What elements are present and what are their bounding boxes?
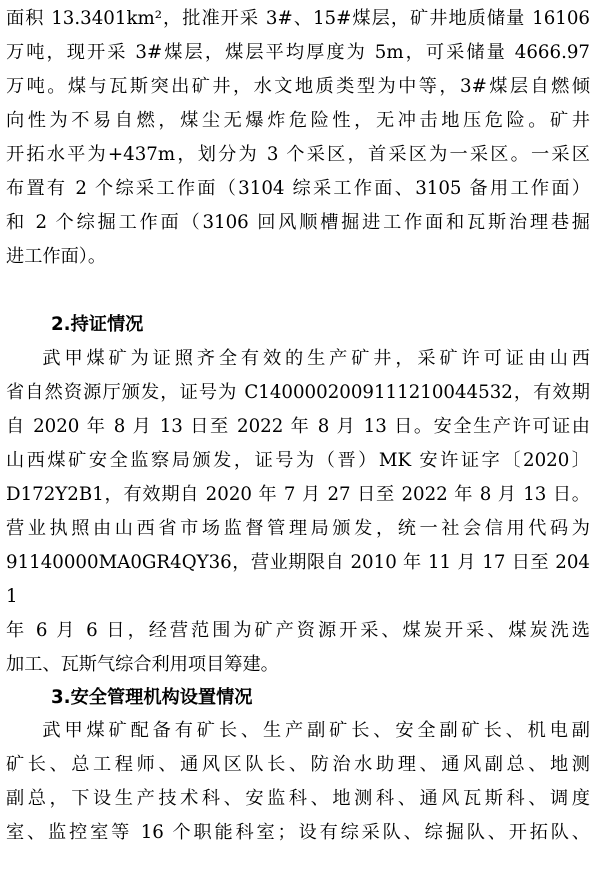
text-line: 开拓水平为+437m，划分为 3 个采区，首采区为一采区。一采区 xyxy=(6,144,590,165)
text-line: 面积 13.3401km²，批准开采 3#、15#煤层，矿井地质储量 16106 xyxy=(6,8,590,29)
text-line: 进工作面）。 xyxy=(6,246,107,267)
text-line: 年 6 月 6 日，经营范围为矿产资源开采、煤炭开采、煤炭洗选 xyxy=(6,620,590,641)
text-line: 营业执照由山西省市场监督管理局颁发，统一社会信用代码为 xyxy=(6,518,590,539)
text-line: 武甲煤矿为证照齐全有效的生产矿井，采矿许可证由山西 xyxy=(42,348,590,369)
text-line: 自 2020 年 8 月 13 日至 2022 年 8 月 13 日。安全生产许可证由 xyxy=(6,416,590,437)
text-line: 向性为不易自燃，煤尘无爆炸危险性，无冲击地压危险。矿井 xyxy=(6,110,590,131)
text-line: D172Y2B1，有效期自 2020 年 7 月 27 日至 2022 年 8 月 13 日。 xyxy=(6,484,590,505)
management-paragraph xyxy=(6,714,590,850)
license-paragraph xyxy=(6,342,590,682)
section1-body xyxy=(6,2,590,274)
section3-body xyxy=(6,714,590,850)
text-line: 布置有 2 个综采工作面（3104 综采工作面、3105 备用工作面） xyxy=(6,178,590,199)
text-line: 万吨，现开采 3#煤层，煤层平均厚度为 5m，可采储量 4666.97 xyxy=(6,42,590,63)
text-line: 矿长、总工程师、通风区队长、防治水助理、通风副总、地测 xyxy=(6,754,590,775)
section2-body xyxy=(6,342,590,682)
text-line: 91140000MA0GR4QY36，营业期限自 2010 年 11 月 17 日至 2041 xyxy=(6,552,590,607)
text-line: 万吨。煤与瓦斯突出矿井，水文地质类型为中等，3#煤层自燃倾 xyxy=(6,76,590,97)
text-line: 加工、瓦斯气综合利用项目筹建。 xyxy=(6,654,279,675)
section2-heading: 2.持证情况 xyxy=(51,314,144,335)
text-line: 武甲煤矿配备有矿长、生产副矿长、安全副矿长、机电副 xyxy=(42,720,590,741)
text-line: 山西煤矿安全监察局颁发，证号为（晋）MK 安许证字〔2020〕 xyxy=(6,450,590,471)
text-line: 省自然资源厅颁发，证号为 C1400002009111210044532，有效期 xyxy=(6,382,590,403)
section3-heading: 3.安全管理机构设置情况 xyxy=(51,687,253,708)
mine-overview-paragraph xyxy=(6,2,590,274)
text-line: 和 2 个综掘工作面（3106 回风顺槽掘进工作面和瓦斯治理巷掘 xyxy=(6,212,590,233)
text-line: 室、监控室等 16 个职能科室；设有综采队、综掘队、开拓队、 xyxy=(6,822,590,843)
text-line: 副总，下设生产技术科、安监科、地测科、通风瓦斯科、调度 xyxy=(6,788,590,809)
